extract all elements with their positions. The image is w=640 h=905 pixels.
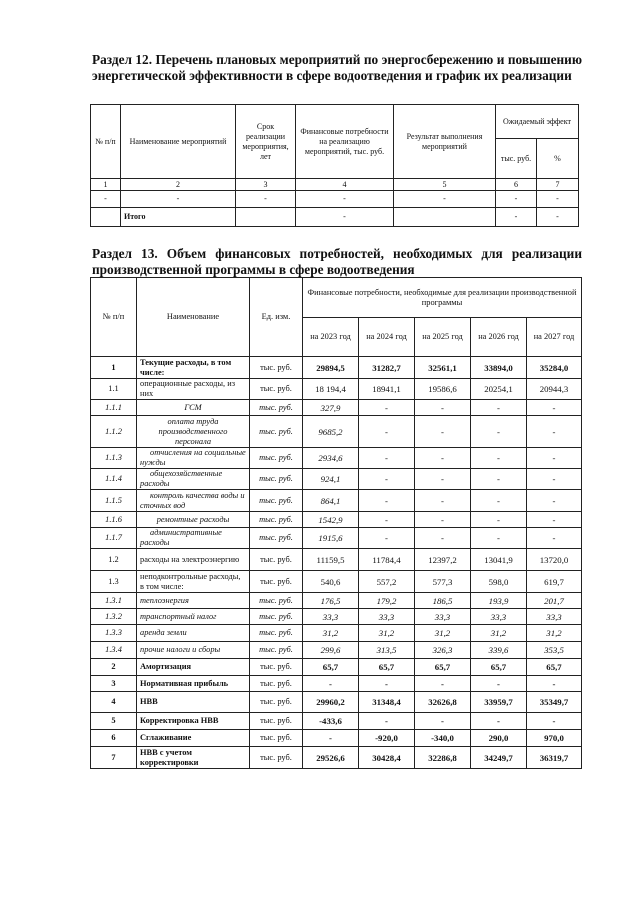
- row-name: Сглаживание: [137, 730, 250, 747]
- value-cell: -: [303, 676, 359, 692]
- value-cell: -: [415, 416, 471, 448]
- value-cell: 18941,1: [359, 379, 415, 400]
- row-number: 3: [91, 676, 137, 692]
- value-cell: 619,7: [527, 571, 582, 593]
- value-cell: 33959,7: [471, 692, 527, 713]
- table-row: [91, 625, 582, 642]
- value-cell: -: [415, 676, 471, 692]
- value-cell: 29960,2: [303, 692, 359, 713]
- value-cell: -: [471, 469, 527, 490]
- row-number: 1: [91, 357, 137, 379]
- table-row: [91, 642, 582, 659]
- value-cell: -: [471, 713, 527, 730]
- row-unit: тыс. руб.: [250, 490, 303, 512]
- row-unit: тыс. руб.: [250, 549, 303, 571]
- value-cell: 33,3: [471, 609, 527, 625]
- value-cell: -: [471, 448, 527, 469]
- value-cell: 33,3: [415, 609, 471, 625]
- row-unit: тыс. руб.: [250, 692, 303, 713]
- col-header-effect-pct: %: [537, 139, 579, 179]
- table-cell: -: [537, 208, 579, 227]
- value-cell: 577,3: [415, 571, 471, 593]
- row-unit: тыс. руб.: [250, 609, 303, 625]
- value-cell: -: [471, 416, 527, 448]
- value-cell: 65,7: [303, 659, 359, 676]
- table-cell: -: [296, 191, 394, 208]
- row-unit: тыс. руб.: [250, 448, 303, 469]
- col-header-result: Результат выполнения мероприятий: [394, 105, 496, 179]
- table-row: [91, 593, 582, 609]
- row-number: 2: [91, 659, 137, 676]
- row-unit: тыс. руб.: [250, 730, 303, 747]
- total-label: Итого: [121, 208, 236, 227]
- table-row: [91, 490, 582, 512]
- value-cell: -: [415, 400, 471, 416]
- value-cell: 32626,8: [415, 692, 471, 713]
- value-cell: -: [415, 448, 471, 469]
- row-name: прочие налоги и сборы: [137, 642, 250, 659]
- value-cell: 31282,7: [359, 357, 415, 379]
- value-cell: 598,0: [471, 571, 527, 593]
- value-cell: 31348,4: [359, 692, 415, 713]
- col-header-term: Срок реализации мероприятия, лет: [236, 105, 296, 179]
- col-header-effect: Ожидаемый эффект: [496, 105, 579, 139]
- row-unit: тыс. руб.: [250, 676, 303, 692]
- row-name: отчисления на социальные нужды: [137, 448, 250, 469]
- value-cell: -: [471, 676, 527, 692]
- value-cell: 201,7: [527, 593, 582, 609]
- value-cell: 193,9: [471, 593, 527, 609]
- col-header-finance: Финансовые потребности на реализацию мероприятий, тыс. руб.: [296, 105, 394, 179]
- table-cell: [91, 208, 121, 227]
- value-cell: 1542,9: [303, 512, 359, 528]
- row-number: 1.3.2: [91, 609, 137, 625]
- column-number: 5: [394, 179, 496, 191]
- value-cell: -: [359, 490, 415, 512]
- col-header-year: на 2026 год: [471, 318, 527, 357]
- value-cell: 186,5: [415, 593, 471, 609]
- row-unit: тыс. руб.: [250, 713, 303, 730]
- row-name: Текущие расходы, в том числе:: [137, 357, 250, 379]
- col-header-effect-rub: тыс. руб.: [496, 139, 537, 179]
- value-cell: -: [471, 512, 527, 528]
- value-cell: 19586,6: [415, 379, 471, 400]
- row-name: НВВ с учетом корректировки: [137, 747, 250, 769]
- row-unit: тыс. руб.: [250, 357, 303, 379]
- value-cell: 36319,7: [527, 747, 582, 769]
- value-cell: -: [359, 416, 415, 448]
- table-cell: [394, 208, 496, 227]
- col-header-name: Наименование: [137, 278, 250, 357]
- value-cell: 65,7: [415, 659, 471, 676]
- table-row: [91, 659, 582, 676]
- row-number: 1.1.5: [91, 490, 137, 512]
- row-name: контроль качества воды и сточных вод: [137, 490, 250, 512]
- row-unit: тыс. руб.: [250, 469, 303, 490]
- value-cell: 13041,9: [471, 549, 527, 571]
- value-cell: 32286,8: [415, 747, 471, 769]
- row-number: 5: [91, 713, 137, 730]
- row-name: ремонтные расходы: [137, 512, 250, 528]
- value-cell: -433,6: [303, 713, 359, 730]
- value-cell: 31,2: [527, 625, 582, 642]
- row-unit: тыс. руб.: [250, 659, 303, 676]
- row-unit: тыс. руб.: [250, 512, 303, 528]
- value-cell: 30428,4: [359, 747, 415, 769]
- value-cell: -920,0: [359, 730, 415, 747]
- row-name: НВВ: [137, 692, 250, 713]
- col-header-unit: Ед. изм.: [250, 278, 303, 357]
- table-cell: -: [121, 191, 236, 208]
- row-number: 1.3.3: [91, 625, 137, 642]
- value-cell: -: [527, 512, 582, 528]
- value-cell: -: [415, 528, 471, 549]
- table-row: [91, 571, 582, 593]
- column-number: 7: [537, 179, 579, 191]
- row-name: расходы на электроэнергию: [137, 549, 250, 571]
- value-cell: 20944,3: [527, 379, 582, 400]
- value-cell: 33,3: [359, 609, 415, 625]
- value-cell: 557,2: [359, 571, 415, 593]
- row-unit: тыс. руб.: [250, 400, 303, 416]
- value-cell: -: [359, 528, 415, 549]
- value-cell: 34249,7: [471, 747, 527, 769]
- value-cell: 33894,0: [471, 357, 527, 379]
- value-cell: -: [527, 400, 582, 416]
- value-cell: 33,3: [303, 609, 359, 625]
- row-number: 1.1.1: [91, 400, 137, 416]
- value-cell: 339,6: [471, 642, 527, 659]
- value-cell: 31,2: [415, 625, 471, 642]
- row-number: 6: [91, 730, 137, 747]
- value-cell: 2934,6: [303, 448, 359, 469]
- table-row: [91, 676, 582, 692]
- value-cell: 20254,1: [471, 379, 527, 400]
- table-row: [91, 692, 582, 713]
- row-name: Нормативная прибыль: [137, 676, 250, 692]
- col-header-name: Наименование мероприятий: [121, 105, 236, 179]
- table-row: [91, 379, 582, 400]
- table-cell: -: [394, 191, 496, 208]
- row-unit: тыс. руб.: [250, 625, 303, 642]
- table-row: [91, 747, 582, 769]
- value-cell: -: [527, 528, 582, 549]
- value-cell: -: [415, 512, 471, 528]
- value-cell: -: [303, 730, 359, 747]
- value-cell: 65,7: [359, 659, 415, 676]
- value-cell: 326,3: [415, 642, 471, 659]
- row-name: операционные расходы, из них: [137, 379, 250, 400]
- value-cell: -: [359, 469, 415, 490]
- value-cell: 65,7: [527, 659, 582, 676]
- value-cell: 9685,2: [303, 416, 359, 448]
- value-cell: 924,1: [303, 469, 359, 490]
- value-cell: 29894,5: [303, 357, 359, 379]
- table-row: [91, 512, 582, 528]
- row-unit: тыс. руб.: [250, 593, 303, 609]
- value-cell: 179,2: [359, 593, 415, 609]
- row-number: 1.3.1: [91, 593, 137, 609]
- row-name: теплоэнергия: [137, 593, 250, 609]
- value-cell: 13720,0: [527, 549, 582, 571]
- row-number: 4: [91, 692, 137, 713]
- table-row: [91, 416, 582, 448]
- value-cell: 290,0: [471, 730, 527, 747]
- value-cell: -: [359, 400, 415, 416]
- value-cell: -340,0: [415, 730, 471, 747]
- column-number: 6: [496, 179, 537, 191]
- table-row: [91, 730, 582, 747]
- value-cell: 1915,6: [303, 528, 359, 549]
- row-name: административные расходы: [137, 528, 250, 549]
- value-cell: 31,2: [303, 625, 359, 642]
- row-number: 1.3: [91, 571, 137, 593]
- section-13-heading: Раздел 13. Объем финансовых потребностей, необходимых для реализации производственной программы в сфере водоотведения: [92, 246, 582, 277]
- column-number: 4: [296, 179, 394, 191]
- value-cell: 970,0: [527, 730, 582, 747]
- value-cell: 33,3: [527, 609, 582, 625]
- value-cell: 299,6: [303, 642, 359, 659]
- row-name: оплата труда производственного персонала: [137, 416, 250, 448]
- row-unit: тыс. руб.: [250, 528, 303, 549]
- table-row: [91, 609, 582, 625]
- value-cell: -: [471, 400, 527, 416]
- row-name: неподконтрольные расходы, в том числе:: [137, 571, 250, 593]
- table-cell: -: [236, 191, 296, 208]
- section-13-table: [90, 277, 582, 769]
- row-number: 1.1: [91, 379, 137, 400]
- row-name: ГСМ: [137, 400, 250, 416]
- row-name: аренда земли: [137, 625, 250, 642]
- row-number: 1.1.3: [91, 448, 137, 469]
- section-12-heading: Раздел 12. Перечень плановых мероприятий по энергосбережению и повышению энергетической эффективности в сфере водоотведения и график их реализации: [92, 52, 582, 83]
- col-header-year: на 2025 год: [415, 318, 471, 357]
- value-cell: 353,5: [527, 642, 582, 659]
- value-cell: 35349,7: [527, 692, 582, 713]
- col-header-finance: Финансовые потребности, необходимые для реализации производственной программы: [303, 278, 582, 318]
- row-name: транспортный налог: [137, 609, 250, 625]
- row-unit: тыс. руб.: [250, 416, 303, 448]
- column-number: 2: [121, 179, 236, 191]
- value-cell: 11784,4: [359, 549, 415, 571]
- table-row: [91, 713, 582, 730]
- value-cell: 313,5: [359, 642, 415, 659]
- value-cell: -: [471, 490, 527, 512]
- value-cell: 12397,2: [415, 549, 471, 571]
- row-number: 1.3.4: [91, 642, 137, 659]
- table-cell: -: [496, 191, 537, 208]
- col-header-year: на 2023 год: [303, 318, 359, 357]
- value-cell: -: [359, 713, 415, 730]
- row-number: 1.1.2: [91, 416, 137, 448]
- row-number: 1.1.4: [91, 469, 137, 490]
- table-cell: [236, 208, 296, 227]
- table-row: [91, 448, 582, 469]
- row-number: 1.2: [91, 549, 137, 571]
- row-unit: тыс. руб.: [250, 571, 303, 593]
- row-number: 1.1.6: [91, 512, 137, 528]
- value-cell: -: [359, 676, 415, 692]
- col-header-num: № п/п: [91, 278, 137, 357]
- value-cell: -: [415, 713, 471, 730]
- table-row: [91, 400, 582, 416]
- row-name: общехозяйственные расходы: [137, 469, 250, 490]
- row-unit: тыс. руб.: [250, 642, 303, 659]
- row-unit: тыс. руб.: [250, 747, 303, 769]
- value-cell: 35284,0: [527, 357, 582, 379]
- value-cell: 11159,5: [303, 549, 359, 571]
- value-cell: 18 194,4: [303, 379, 359, 400]
- col-header-num: № п/п: [91, 105, 121, 179]
- row-number: 1.1.7: [91, 528, 137, 549]
- column-number: 1: [91, 179, 121, 191]
- section-12-table: [90, 104, 579, 227]
- value-cell: -: [415, 490, 471, 512]
- column-number: 3: [236, 179, 296, 191]
- table-row: [91, 357, 582, 379]
- table-cell: -: [296, 208, 394, 227]
- value-cell: 32561,1: [415, 357, 471, 379]
- value-cell: 864,1: [303, 490, 359, 512]
- value-cell: -: [359, 448, 415, 469]
- value-cell: 29526,6: [303, 747, 359, 769]
- value-cell: 540,6: [303, 571, 359, 593]
- table-row: [91, 549, 582, 571]
- value-cell: -: [527, 676, 582, 692]
- row-name: Амортизация: [137, 659, 250, 676]
- value-cell: 176,5: [303, 593, 359, 609]
- value-cell: -: [359, 512, 415, 528]
- row-number: 7: [91, 747, 137, 769]
- table-row: [91, 469, 582, 490]
- table-cell: -: [91, 191, 121, 208]
- table-cell: -: [537, 191, 579, 208]
- value-cell: -: [471, 528, 527, 549]
- row-unit: тыс. руб.: [250, 379, 303, 400]
- value-cell: 65,7: [471, 659, 527, 676]
- value-cell: -: [527, 713, 582, 730]
- table-cell: -: [496, 208, 537, 227]
- value-cell: 327,9: [303, 400, 359, 416]
- value-cell: 31,2: [359, 625, 415, 642]
- col-header-year: на 2024 год: [359, 318, 415, 357]
- row-name: Корректировка НВВ: [137, 713, 250, 730]
- value-cell: -: [527, 469, 582, 490]
- value-cell: -: [415, 469, 471, 490]
- value-cell: -: [527, 490, 582, 512]
- value-cell: 31,2: [471, 625, 527, 642]
- table-row: [91, 528, 582, 549]
- col-header-year: на 2027 год: [527, 318, 582, 357]
- value-cell: -: [527, 448, 582, 469]
- value-cell: -: [527, 416, 582, 448]
